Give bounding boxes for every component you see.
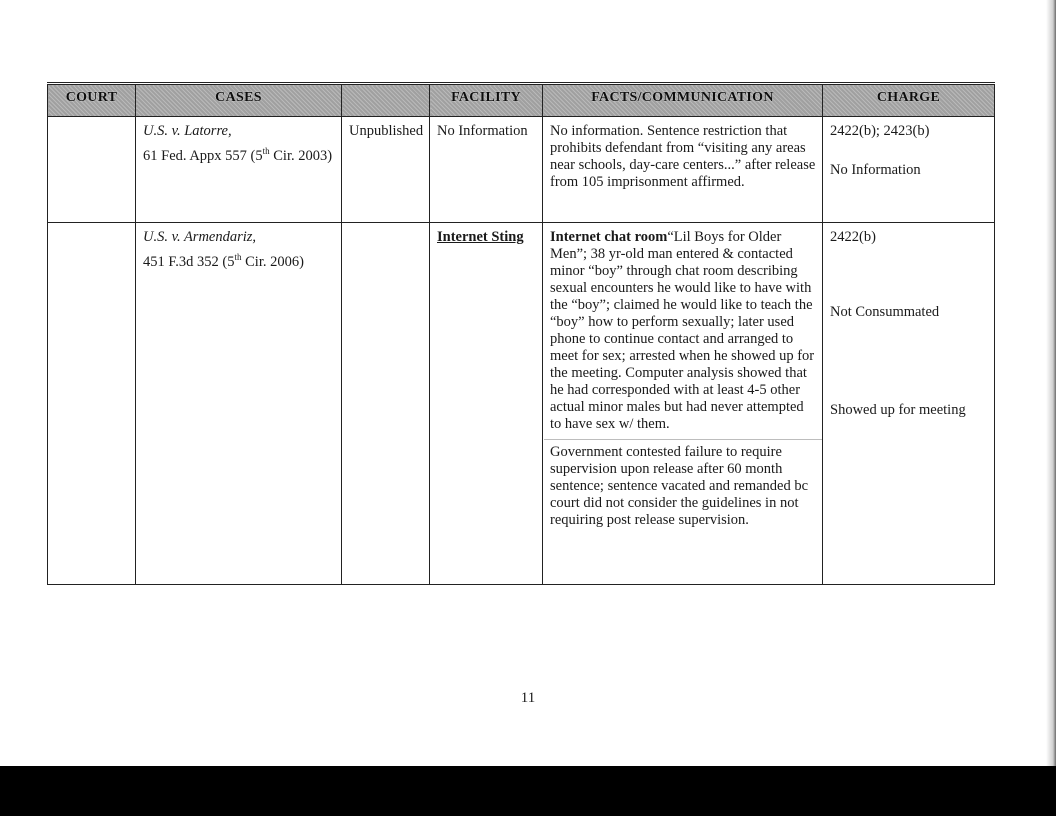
- facility-label: Internet Sting: [437, 229, 524, 245]
- header-cases: CASES: [136, 84, 342, 117]
- court-cell: [48, 117, 136, 223]
- facts-text: No information. Sentence restriction that prohibits defendant from “visiting any areas near schools, day-care centers...” after release from 105 imprisonment affirmed.: [550, 123, 816, 190]
- charge-cell: [823, 223, 995, 585]
- case-cell: [136, 223, 342, 585]
- header-court: COURT: [48, 84, 136, 117]
- charge-cell: [823, 117, 995, 223]
- facts-text-more: Government contested failure to require supervision upon release after 60 month sentence; sentence vacated and remanded bc court did not consider the guidelines in not requiring post release supervision.: [544, 439, 822, 529]
- scan-page-edge: [1046, 0, 1056, 766]
- case-citation: 61 Fed. Appx 557 (5th Cir. 2003): [143, 146, 333, 164]
- header-facts: FACTS/COMMUNICATION: [543, 84, 823, 117]
- facts-cell: [543, 117, 823, 223]
- status-cell: Unpublished: [342, 117, 430, 223]
- charge-line: No Information: [830, 162, 921, 178]
- header-facility: FACILITY: [430, 84, 543, 117]
- case-name: U.S. v. Armendariz,: [143, 229, 257, 245]
- facts-lead: Internet chat room: [550, 229, 668, 245]
- case-cell: [136, 117, 342, 223]
- scan-bottom-band: [0, 766, 1056, 816]
- header-charge: CHARGE: [823, 84, 995, 117]
- case-table: [47, 82, 995, 585]
- table-row: [48, 117, 995, 223]
- case-name: U.S. v. Latorre,: [143, 123, 232, 139]
- table-row: [48, 223, 995, 585]
- court-cell: [48, 223, 136, 585]
- table-header-row: [48, 84, 995, 117]
- charge-line: 2422(b): [830, 229, 876, 245]
- header-status: [342, 84, 430, 117]
- facility-cell: [430, 223, 543, 585]
- facts-text: Internet chat room“Lil Boys for Older Men”; 38 yr-old man entered & contacted minor “boy” through chat room describing sexual encounters he would like to have with the “boy”; claimed he would like to teach the “boy” how to perform sexually; later used phone to continue contact and arranged to meet for sex; arrested when he showed up for the meeting. Computer analysis showed that he had corresponded with at least 4-5 other actual minor males but had never attempted to have sex w/ them.: [550, 229, 815, 432]
- charge-line: Showed up for meeting: [830, 402, 966, 418]
- charge-line: 2422(b); 2423(b): [830, 123, 930, 139]
- facts-cell: [543, 223, 823, 585]
- charge-line: Not Consummated: [830, 304, 940, 320]
- page-number: 11: [520, 690, 536, 706]
- status-cell: [342, 223, 430, 585]
- case-citation: 451 F.3d 352 (5th Cir. 2006): [143, 252, 304, 270]
- facility-cell: No Information: [430, 117, 543, 223]
